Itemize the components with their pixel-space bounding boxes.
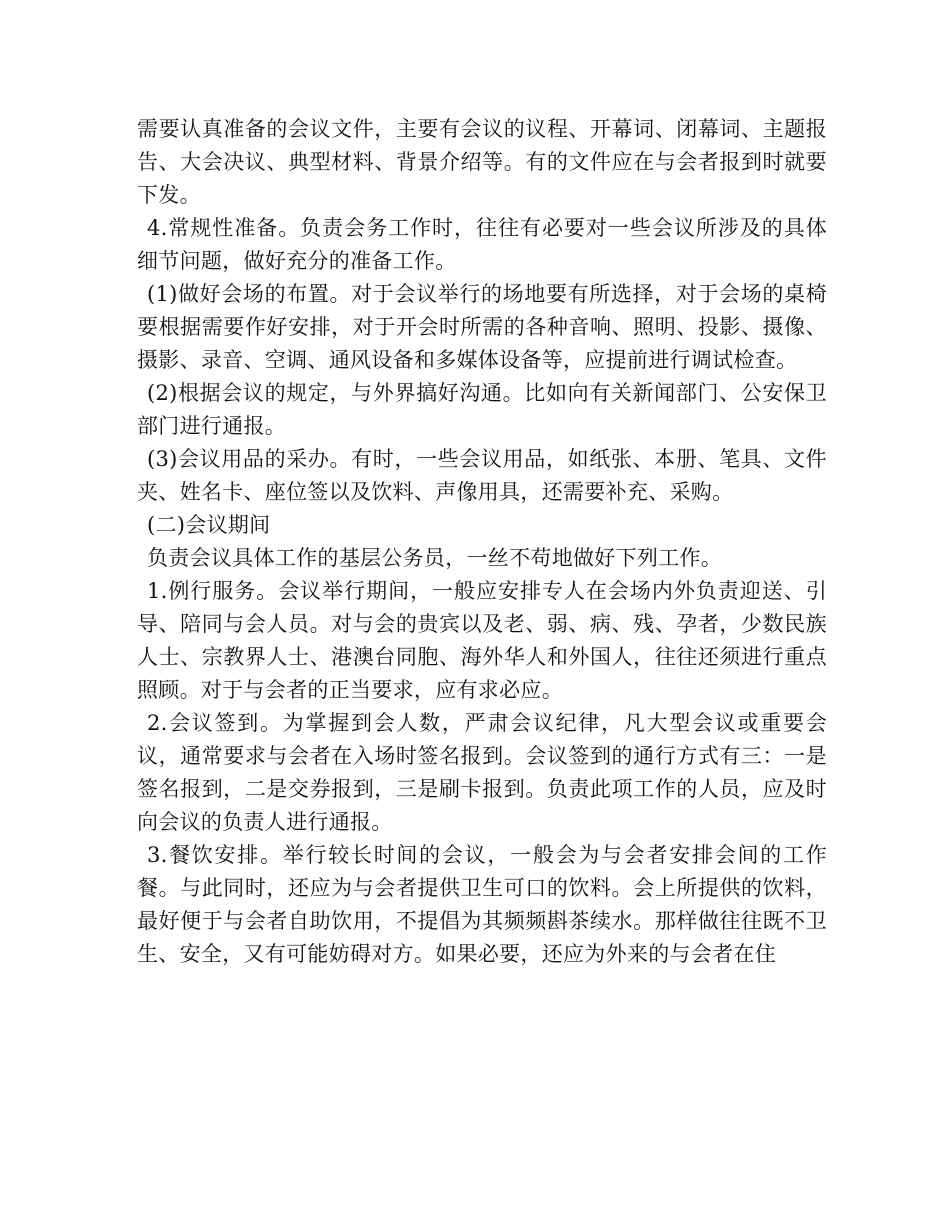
paragraph-document-prep: 需要认真准备的会议文件，主要有会议的议程、开幕词、闭幕词、主题报告、大会决议、典型材料、背景介绍等。有的文件应在与会者报到时就要下发。 — [137, 117, 827, 207]
paragraph-external-communication: (2)根据会议的规定，与外界搞好沟通。比如向有关新闻部门、公安保卫部门进行通报。 — [137, 381, 827, 438]
paragraph-duties-intro: 负责会议具体工作的基层公务员，一丝不苟地做好下列工作。 — [147, 546, 723, 570]
paragraph-venue-layout: (1)做好会场的布置。对于会议举行的场地要有所选择，对于会场的桌椅要根据需要作好安排，对于开会时所需的各种音响、照明、投影、摄像、摄影、录音、空调、通风设备和多媒体设备等，应提前进行调试检查。 — [137, 282, 827, 372]
paragraph-routine-prep: 4.常规性准备。负责会务工作时，往往有必要对一些会议所涉及的具体细节问题，做好充分的准备工作。 — [137, 216, 827, 273]
paragraph-supplies-purchase: (3)会议用品的采办。有时，一些会议用品，如纸张、本册、笔具、文件夹、姓名卡、座位签以及饮料、声像用具，还需要补充、采购。 — [137, 447, 827, 504]
paragraph-catering: 3.餐饮安排。举行较长时间的会议，一般会为与会者安排会间的工作餐。与此同时，还应为与会者提供卫生可口的饮料。会上所提供的饮料，最好便于与会者自助饮用，不提倡为其频频斟茶续水。那样做往往既不卫生、安全，又有可能妨碍对方。如果必要，还应为外来的与会者在住 — [137, 843, 827, 966]
paragraph-routine-service: 1.例行服务。会议举行期间，一般应安排专人在会场内外负责迎送、引导、陪同与会人员。对与会的贵宾以及老、弱、病、残、孕者，少数民族人士、宗教界人士、港澳台同胞、海外华人和外国人，往往还须进行重点照顾。对于与会者的正当要求，应有求必应。 — [137, 579, 827, 702]
paragraph-meeting-signin: 2.会议签到。为掌握到会人数，严肃会议纪律，凡大型会议或重要会议，通常要求与会者在入场时签名报到。会议签到的通行方式有三：一是签名报到，二是交券报到，三是刷卡报到。负责此项工作的人员，应及时向会议的负责人进行通报。 — [137, 711, 827, 834]
document-body — [137, 113, 827, 971]
section-heading-during-meeting: (二)会议期间 — [147, 513, 271, 537]
